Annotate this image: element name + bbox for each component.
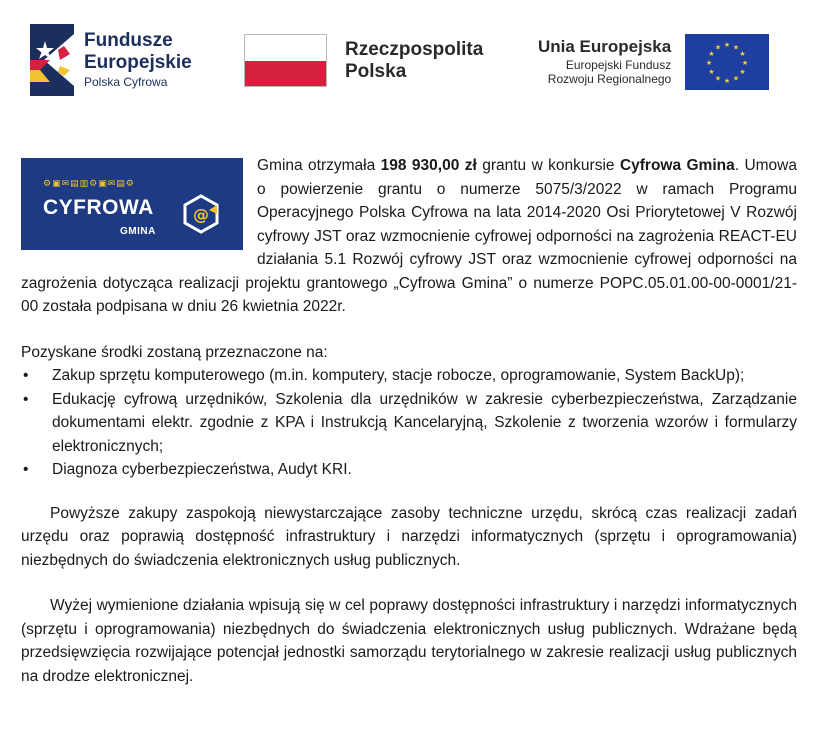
- svg-text:★: ★: [733, 74, 740, 83]
- cyfrowa-gmina-logo: [21, 158, 243, 250]
- svg-text:★: ★: [739, 50, 746, 58]
- article-body: [21, 154, 797, 688]
- svg-text:★: ★: [708, 68, 715, 76]
- bullet-icon: •: [23, 367, 29, 384]
- gmina-label: GMINA: [120, 226, 156, 237]
- funds-list: [21, 364, 797, 482]
- intro-paragraph: Gmina otrzymała 198 930,00 zł grantu w konkursie Cyfrowa Gmina. Umowa o powierzenie grantu o numerze 5075/3/2022 w ramach Programu Operacyjnego Polska Cyfrowa na lata 2014-2020 Osi Priorytetowej V Rozwój cyfrowy JST oraz wzmocnienie cyfrowej odporności na zagrożenia REACT-EU działania 5.1 Rozwój cyfrowy JST oraz wzmocnienie cyfrowej odporności na zagrożenia dotycząca realizacji projektu grantowego „Cyfrowa Gmina” o numerze POPC.05.01.00-00-0001/21-00 została podpisana w dniu 26 kwietnia 2022r.: [21, 157, 797, 315]
- unia-europejska-logo: [538, 34, 769, 90]
- eu-flag-icon: [685, 34, 769, 90]
- list-item: • Edukację cyfrową urzędników, Szkolenia dla urzędników w zakresie cyberbezpieczeństwa, Zarządzanie dokumentami elektr. zgodnie z KPA i Instrukcją Kancelaryjną, Szkolenie z tworzenia wzorów i formularzy elektronicznych;: [21, 388, 797, 459]
- bullet-icon: •: [23, 390, 29, 408]
- svg-text:★: ★: [739, 68, 746, 76]
- europejskie-label: Europejskie: [84, 51, 192, 73]
- grant-amount: 198 930,00 zł: [380, 157, 477, 174]
- cyfrowa-label: CYFROWA: [43, 196, 154, 219]
- rzeczpospolita-label: Rzeczpospolita: [345, 38, 484, 60]
- funds-lead: Pozyskane środki zostaną przeznaczone na:: [21, 343, 328, 361]
- contest-name: Cyfrowa Gmina: [619, 157, 735, 174]
- unia-europejska-label: Unia Europejska: [538, 37, 672, 57]
- list-item: • Zakup sprzętu komputerowego (m.in. komputery, stacje robocze, oprogramowanie, System BackUp);: [21, 364, 797, 388]
- svg-text:★: ★: [708, 50, 715, 58]
- svg-text:★: ★: [742, 59, 749, 67]
- svg-text:★: ★: [706, 59, 713, 67]
- svg-text:★: ★: [733, 43, 740, 52]
- svg-text:★: ★: [715, 74, 722, 83]
- rzeczpospolita-polska-logo: [244, 34, 483, 87]
- svg-text:★: ★: [724, 41, 731, 49]
- outcomes-paragraph: Powyższe zakupy zaspokoją niewystarczające zasoby techniczne urzędu, skrócą czas realizacji zadań urzędu oraz poprawią dostępność infrastruktury i narzędzi informatycznych (sprzętu i oprogramowania) niezbędnych do świadczenia elektronicznych usług publicznych.: [21, 504, 797, 569]
- fundusze-europejskie-logo: [30, 24, 192, 96]
- logo-strip: [0, 0, 817, 120]
- polska-cyfrowa-label: Polska Cyfrowa: [84, 75, 168, 90]
- goals-paragraph: Wyżej wymienione działania wpisują się w cel poprawy dostępności infrastruktury i narzędzi informatycznych (sprzętu i oprogramowania) niezbędnych do świadczenia elektronicznych usług publicznych. Wdrażane będą przedsięwzięcia rozwijające potencjał jednostki samorządu terytorialnego w zakresie realizacji usług publicznych na drodze elektronicznej.: [21, 597, 797, 685]
- svg-text:★: ★: [715, 43, 722, 52]
- fundusze-europejskie-mark-icon: [30, 24, 74, 96]
- svg-text:@: @: [193, 205, 209, 224]
- fundusze-label: Fundusze: [84, 29, 173, 51]
- at-hexagon-icon: [183, 194, 219, 234]
- polish-flag-icon: [244, 34, 327, 87]
- list-item: • Diagnoza cyberbezpieczeństwa, Audyt KRI.: [21, 458, 797, 482]
- polska-label: Polska: [345, 60, 407, 82]
- efrr-label-line2: Rozwoju Regionalnego: [547, 72, 672, 87]
- cyfrowa-gmina-icons-row: ⚙▣✉▤▥⚙▣✉▤⚙: [43, 178, 135, 188]
- efrr-label-line1: Europejski Fundusz: [565, 57, 672, 72]
- svg-text:★: ★: [724, 77, 731, 85]
- bullet-icon: •: [23, 461, 29, 478]
